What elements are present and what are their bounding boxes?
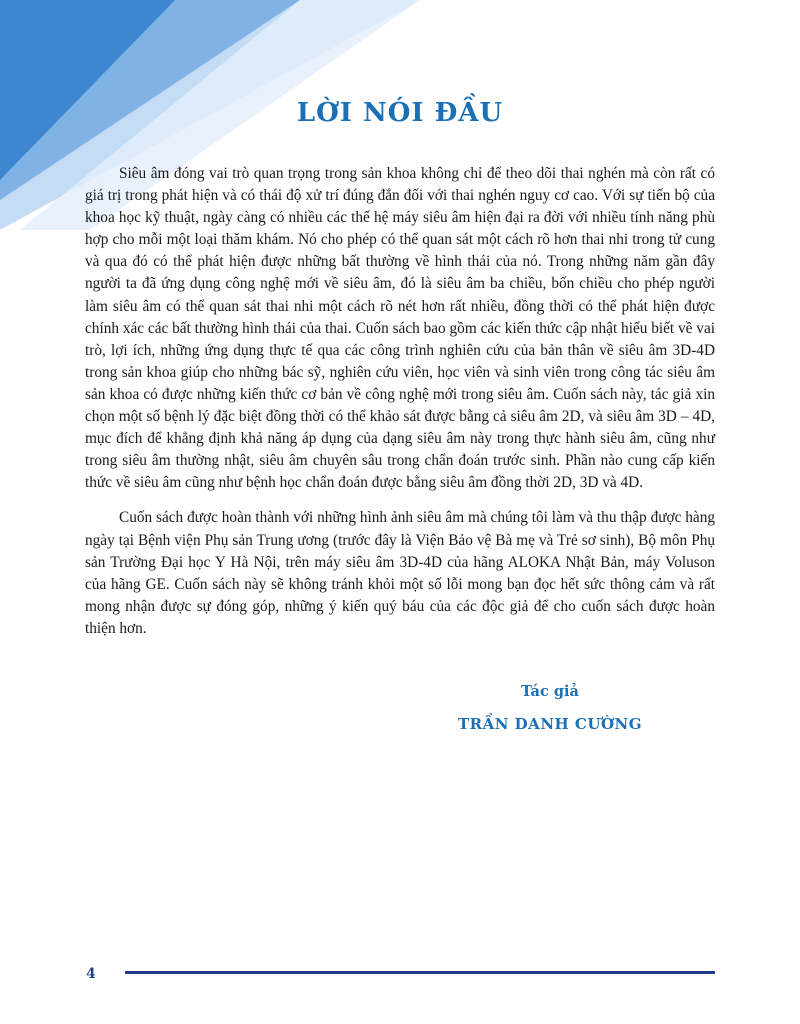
author-signature — [440, 683, 660, 733]
page-title: LỜI NÓI ĐẦU — [296, 98, 504, 128]
footer-rule — [125, 971, 715, 974]
paragraph: Siêu âm đóng vai trò quan trọng trong sản khoa không chỉ để theo dõi thai nghén mà còn rất có giá trị trong phát hiện và có thái độ xử trí đúng đắn đối với thai nghén nguy cơ cao. Với sự tiến bộ của khoa học kỹ thuật, ngày càng có nhiều các thế hệ máy siêu âm hiện đại ra đời với nhiều tính năng phù hợp cho mỗi một loại thăm khám. Nó cho phép có thể quan sát một cách rõ hơn thai nhi trong tử cung và qua đó có thể phát hiện được những bất thường về hình thái của nó. Trong những năm gần đây người ta đã ứng dụng công nghệ mới về siêu âm, đó là siêu âm ba chiều, bốn chiều cho phép người làm siêu âm có thể quan sát thai nhi một cách rõ nét hơn rất nhiều, đồng thời có thể phát hiện được chính xác các bất thường hình thái của thai. Cuốn sách bao gồm các kiến thức cập nhật hiểu biết về vai trò, lợi ích, những ứng dụng thực tế qua các công trình nghiên cứu của bản thân về siêu âm 3D-4D trong sản khoa giúp cho những bác sỹ, nghiên cứu viên, học viên và sinh viên trong công tác siêu âm sản khoa có được những kiến thức cơ bản về công nghệ mới trong siêu âm. Cuốn sách này, tác giả xin chọn một số bệnh lý đặc biệt đồng thời có thể khảo sát được bằng cả siêu âm 2D, và siêu âm 3D – 4D, mục đích để khẳng định khả năng áp dụng của dạng siêu âm này trong thực hành siêu âm, cũng như trong siêu âm thường nhật, siêu âm chuyên sâu trong chẩn đoán trước sinh. Phần nào cung cấp kiến thức về siêu âm cũng như bệnh học chẩn đoán được bằng siêu âm đồng thời 2D, 3D và 4D. — [85, 165, 715, 492]
preface-body — [85, 163, 715, 640]
author-name: TRẦN DANH CƯỜNG — [457, 715, 643, 733]
paragraph: Cuốn sách được hoàn thành với những hình ảnh siêu âm mà chúng tôi làm và thu thập được hàng ngày tại Bệnh viện Phụ sản Trung ương (trước đây là Viện Bảo vệ Bà mẹ và Trẻ sơ sinh), Bộ môn Phụ sản Trường Đại học Y Hà Nội, trên máy siêu âm 3D-4D của hãng ALOKA Nhật Bản, máy Voluson của hãng GE. Cuốn sách này sẽ không tránh khỏi một số lỗi mong bạn đọc hết sức thông cảm và rất mong nhận được sự đóng góp, những ý kiến quý báu của các độc giả để cho cuốn sách được hoàn thiện hơn. — [85, 509, 715, 637]
author-role: Tác giả — [521, 683, 579, 700]
page-number: 4 — [86, 966, 96, 982]
